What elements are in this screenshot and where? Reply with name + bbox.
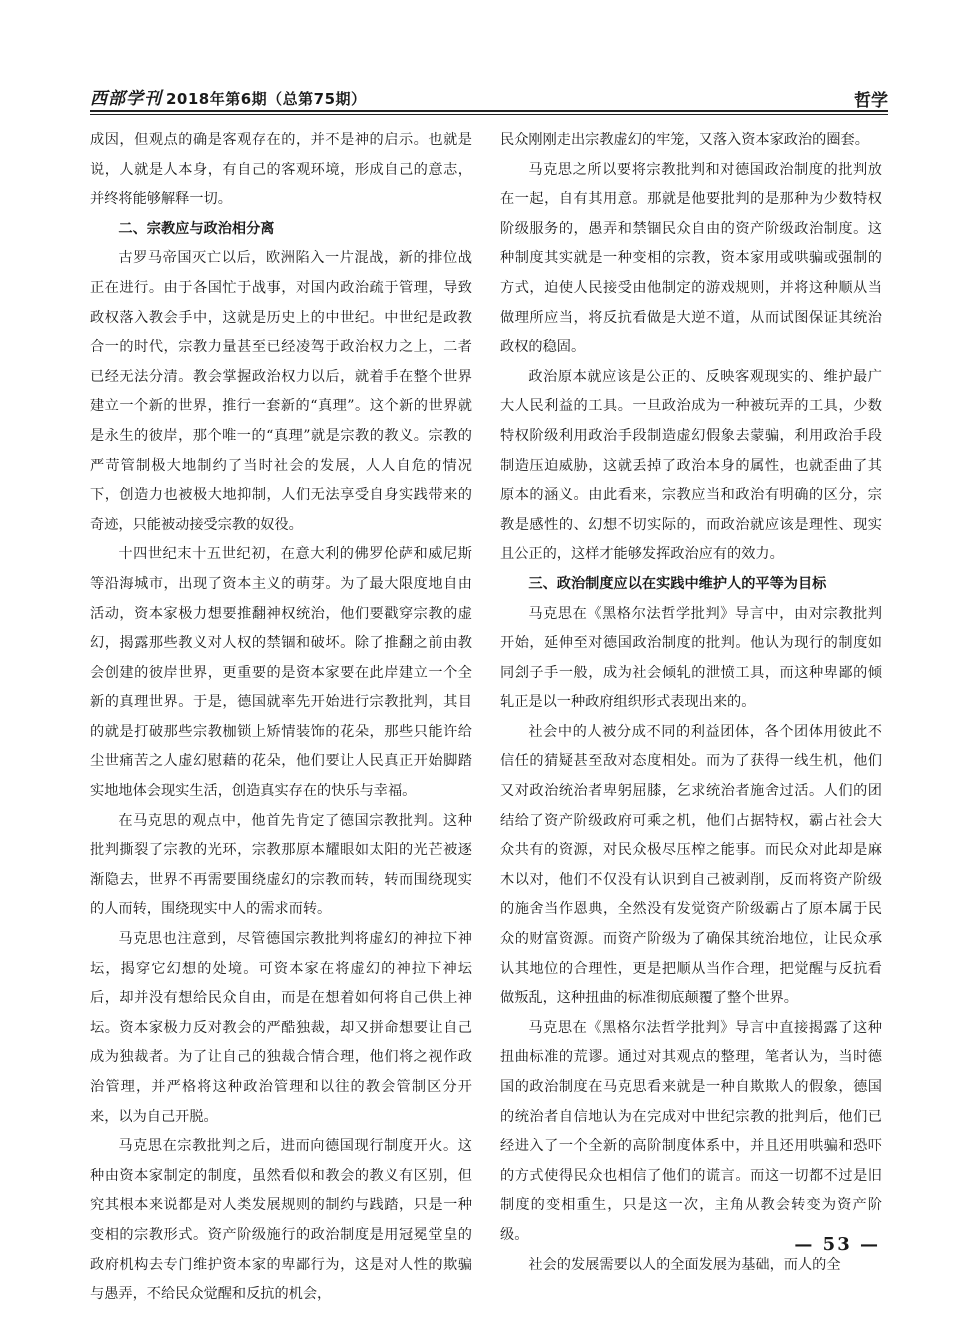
journal-logo: 西部学刊 <box>90 89 162 109</box>
journal-title <box>90 84 367 109</box>
paragraph: 社会中的人被分成不同的利益团体，各个团体用彼此不信任的猜疑甚至敌对态度相处。而为了获得一线生机，他们又对政治统治者卑躬屈膝，乞求统治者施舍过活。人们的团结给了资产阶级政府可乘之机，他们占据特权，霸占社会大众共有的资源，对民众极尽压榨之能事。而民众对此却是麻木以对，他们不仅没有认识到自己被剥削，反而将资产阶级的施舍当作恩典，全然没有发觉资产阶级霸占了原本属于民众的财富资源。而资产阶级为了确保其统治地位，让民众承认其地位的合理性，更是把顺从当作合理，把觉醒与反抗看做叛乱，这种扭曲的标准彻底颠覆了整个世界。 <box>500 723 882 1007</box>
paragraph: 古罗马帝国灭亡以后，欧洲陷入一片混战，新的排位战正在进行。由于各国忙于战事，对国内政治疏于管理，导致政权落入教会手中，这就是历史上的中世纪。中世纪是政教合一的时代，宗教力量甚至已经凌驾于政治权力之上，二者已经无法分清。教会掌握政治权力以后，就着手在整个世界建立一个新的世界，推行一套新的“真理”。这个新的世界就是永生的彼岸，那个唯一的“真理”就是宗教的教义。宗教的严苛管制极大地制约了当时社会的发展，人人自危的情况下，创造力也被极大地抑制，人们无法享受自身实践带来的奇迹，只能被动接受宗教的奴役。 <box>90 250 472 533</box>
paragraph: 在马克思的观点中，他首先肯定了德国宗教批判。这种批判撕裂了宗教的光环，宗教那原本耀眼如太阳的光芒被逐渐隐去，世界不再需要围绕虚幻的宗教而转，转而围绕现实的人而转，围绕现实中人的需求而转。 <box>90 812 472 918</box>
page-header <box>0 0 980 110</box>
header-rule-thin <box>90 114 888 115</box>
header-rule <box>90 110 888 112</box>
paragraph: 马克思在《黑格尔法哲学批判》导言中，由对宗教批判开始，延伸至对德国政治制度的批判。他认为现行的制度如同刽子手一般，成为社会倾轧的泄愤工具，而这种卑鄙的倾轧正是以一种政府组织形式表现出来的。 <box>500 605 882 711</box>
right-column <box>500 126 882 1280</box>
paragraph: 社会的发展需要以人的全面发展为基础，而人的全 <box>528 1256 841 1273</box>
page-number: — 53 — <box>794 1234 880 1255</box>
paragraph: 马克思在《黑格尔法哲学批判》导言中直接揭露了这种扭曲标准的荒谬。通过对其观点的整理，笔者认为，当时德国的政治制度在马克思看来就是一种自欺欺人的假象，德国的统治者自信地认为在完成对中世纪宗教的批判后，他们已经进入了一个全新的高阶制度体系中，并且还用哄骗和恐吓的方式使得民众也相信了他们的谎言。而这一切都不过是旧制度的变相重生，只是这一次，主角从教会转变为资产阶级。 <box>500 1019 882 1243</box>
paragraph: 政治原本就应该是公正的、反映客观现实的、维护最广大人民利益的工具。一旦政治成为一种被玩弄的工具，少数特权阶级利用政治手段制造虚幻假象去蒙骗，利用政治手段制造压迫威胁，这就丢掉了政治本身的属性，也就歪曲了其原本的涵义。由此看来，宗教应当和政治有明确的区分，宗教是感性的、幻想不切实际的，而政治就应该是理性、现实且公正的，这样才能够发挥政治应有的效力。 <box>500 368 882 563</box>
paragraph: 民众刚刚走出宗教虚幻的牢笼，又落入资本家政治的圈套。 <box>500 132 869 148</box>
paragraph: 成因，但观点的确是客观存在的，并不是神的启示。也就是说，人就是人本身，有自己的客观环境，形成自己的意志，并终将能够解释一切。 <box>90 132 472 208</box>
issue-info: 2018年第6期（总第75期） <box>166 90 367 108</box>
left-column <box>90 126 472 1310</box>
paragraph: 十四世纪末十五世纪初，在意大利的佛罗伦萨和威尼斯等沿海城市，出现了资本主义的萌芽。为了最大限度地自由活动，资本家极力想要推翻神权统治，他们要戳穿宗教的虚幻，揭露那些教义对人权的禁锢和破坏。除了推翻之前由教会创建的彼岸世界，更重要的是资本家要在此岸建立一个全新的真理世界。于是，德国就率先开始进行宗教批判，其目的就是打破那些宗教枷锁上矫情装饰的花朵，那些只能许给尘世痛苦之人虚幻慰藉的花朵，他们要让人民真正开始脚踏实地地体会现实生活，创造真实存在的快乐与幸福。 <box>90 546 472 800</box>
paragraph: 马克思之所以要将宗教批判和对德国政治制度的批判放在一起，自有其用意。那就是他要批判的是那种为少数特权阶级服务的，愚弄和禁锢民众自由的资产阶级政治制度。这种制度其实就是一种变相的宗教，资本家用或哄骗或强制的方式，迫使人民接受由他制定的游戏规则，并将这种顺从当做理所应当，将反抗看做是大逆不道，从而试图保证其统治政权的稳固。 <box>500 161 882 356</box>
section-heading: 二、宗教应与政治相分离 <box>118 220 275 237</box>
paragraph: 马克思在宗教批判之后，进而向德国现行制度开火。这种由资本家制定的制度，虽然看似和教会的教义有区别，但究其根本来说都是对人类发展规则的制约与践踏，只是一种变相的宗教形式。资产阶级施行的政治制度是用冠冕堂皇的政府机构去专门维护资本家的卑鄙行为，这是对人性的欺骗与愚弄，不给民众觉醒和反抗的机会， <box>90 1138 472 1303</box>
section-heading: 三、政治制度应以在实践中维护人的平等为目标 <box>528 575 827 592</box>
paragraph: 马克思也注意到，尽管德国宗教批判将虚幻的神拉下神坛，揭穿它幻想的处境。可资本家在将虚幻的神拉下神坛后，却并没有想给民众自由，而是在想着如何将自己供上神坛。资本家极力反对教会的严酷独裁，却又拼命想要让自己成为独裁者。为了让自己的独裁合情合理，他们将之视作政治管理，并严格将这种政治管理和以往的教会管制区分开来，以为自己开脱。 <box>90 931 472 1125</box>
section-label: 哲学 <box>854 91 888 111</box>
